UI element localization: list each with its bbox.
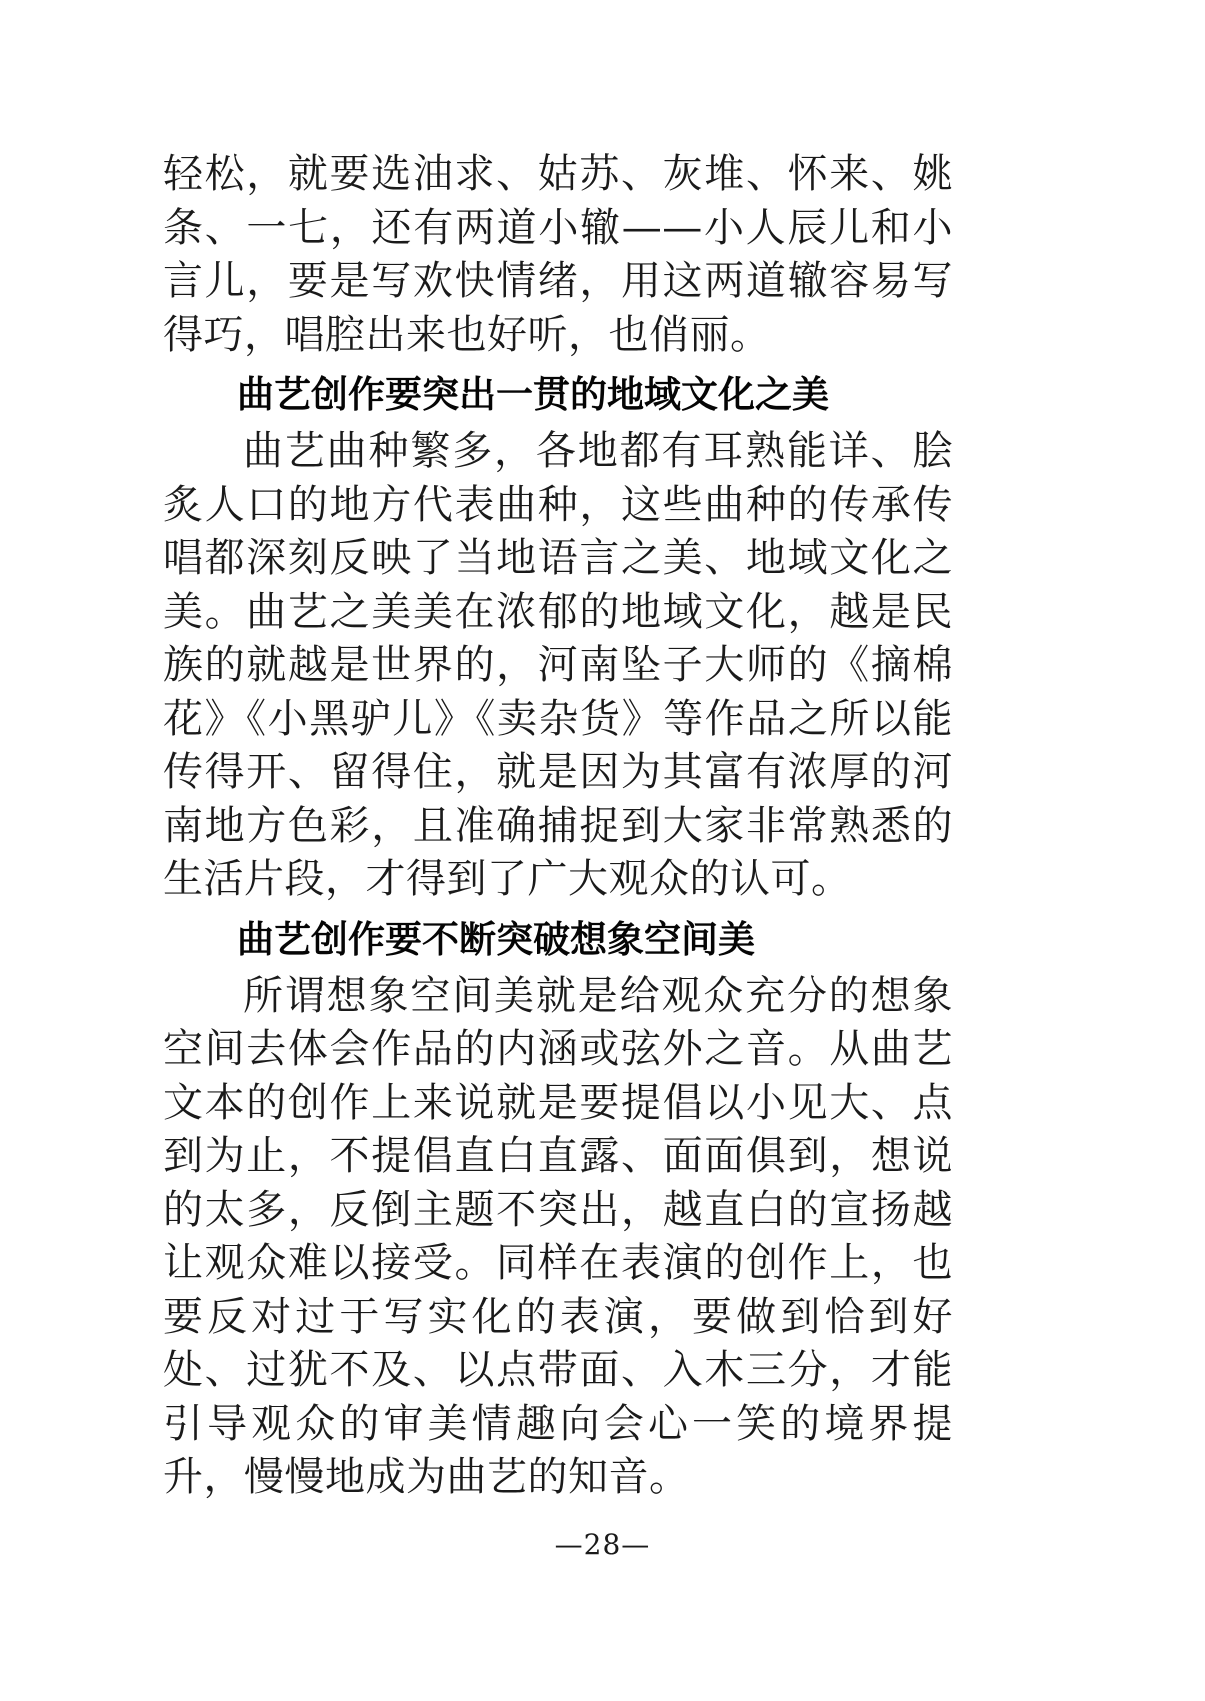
body-paragraph-1: 轻松，就要选油求、姑苏、灰堆、怀来、姚条、一七，还有两道小辙——小人辰儿和小言儿，要是写欢快情绪，用这两道辙容易写得巧，唱腔出来也好听，也俏丽。 — [163, 151, 953, 358]
text-column — [163, 148, 953, 1505]
body-paragraph-2: 曲艺曲种繁多，各地都有耳熟能详、脍炙人口的地方代表曲种，这些曲种的传承传唱都深刻反映了当地语言之美、地域文化之美。曲艺之美美在浓郁的地域文化，越是民族的就越是世界的，河南坠子大师的《摘棉花》《小黑驴儿》《卖杂货》等作品之所以能传得开、留得住，就是因为其富有浓厚的河南地方色彩，且准确捕捉到大家非常熟悉的生活片段，才得到了广大观众的认可。 — [163, 428, 953, 902]
section-heading-1: 曲艺创作要突出一贯的地域文化之美 — [237, 373, 829, 416]
page-number: —28— — [554, 1528, 651, 1561]
body-paragraph-3: 所谓想象空间美就是给观众充分的想象空间去体会作品的内涵或弦外之音。从曲艺文本的创作上来说就是要提倡以小见大、点到为止，不提倡直白直露、面面俱到，想说的太多，反倒主题不突出，越直白的宣扬越让观众难以接受。同样在表演的创作上，也要反对过于写实化的表演，要做到恰到好处、过犹不及、以点带面、入木三分，才能引导观众的审美情趣向会心一笑的境界提升，慢慢地成为曲艺的知音。 — [163, 972, 953, 1500]
section-heading-2: 曲艺创作要不断突破想象空间美 — [237, 917, 755, 961]
